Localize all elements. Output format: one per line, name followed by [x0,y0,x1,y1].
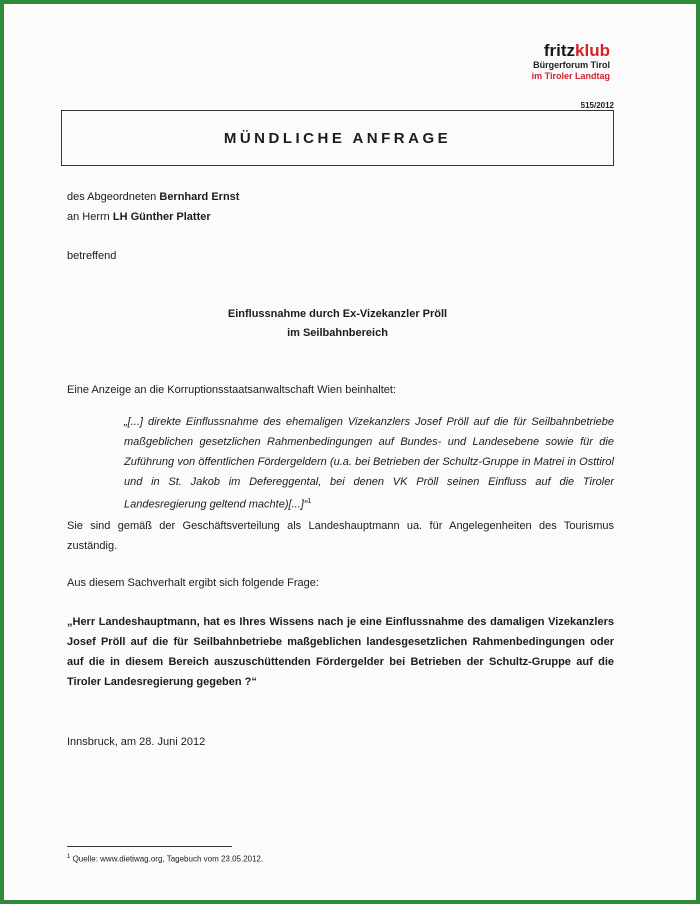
question-intro: Aus diesem Sachverhalt ergibt sich folgende Frage: [67,577,319,589]
addressee-from [67,190,239,204]
from-prefix: des Abgeordneten [67,191,157,203]
fritzklub-logo [532,42,610,82]
logo-fritz: fritz [543,41,576,60]
logo-wordmark [532,42,610,60]
document-page [4,4,696,900]
quote-text: „[...] direkte Einflussnahme des ehemaligen Vizekanzlers Josef Pröll auf die für Seilbahnbetriebe maßgeblichen gesetzlichen Rahmenbedingungen auf Bundes- und Landesebene sowie für die Zuführung von öffentlichen Fördergeldern (u.a. bei Betrieben der Schultz-Gruppe in Matrei in Osttirol und in St. Jakob im Defereggental, bei denen VK Pröll seinen Einfluss auf die Tiroler Landesregierung geltend machte)[...]“ [124,416,614,511]
footnote [67,852,263,865]
responsibility-text: Sie sind gemäß der Geschäftsverteilung als Landeshauptmann ua. für Angelegenheiten des Tourismus zuständig. [67,520,614,552]
place-date: Innsbruck, am 28. Juni 2012 [67,736,206,748]
logo-line-1: Bürgerforum Tirol [533,60,610,70]
to-name: LH Günther Platter [112,211,211,223]
document-number: 515/2012 [580,101,614,110]
intro-text: Eine Anzeige an die Korruptionsstaatsanwaltschaft Wien beinhaltet: [67,384,396,396]
subject-line-2: im Seilbahnbereich [287,327,388,339]
document-title: MÜNDLICHE ANFRAGE [223,129,452,147]
quote-block [124,412,614,515]
logo-klub: klub [575,41,610,60]
to-prefix: an Herrn [67,211,110,223]
footnote-number: 1 [67,854,71,860]
addressee-to [67,210,211,224]
footnote-reference: 1 [307,498,312,505]
question-text: „Herr Landeshauptmann, hat es Ihres Wissens nach je eine Einflussnahme des damaligen Vizekanzlers Josef Pröll auf die für Seilbahnbetriebe maßgeblichen landesgesetzlichen Rahmenbedingungen oder auf die in diesem Bereich auszuschüttenden Fördergelder bei Betrieben der Schultz-Gruppe auf die Tiroler Landesregierung gegeben ?“ [67,616,614,688]
subject-line-1: Einflussnahme durch Ex-Vizekanzler Pröll [227,308,448,320]
betreffend-label: betreffend [67,250,117,262]
footnote-divider [67,846,232,847]
from-name: Bernhard Ernst [159,191,240,203]
footnote-text: Quelle: www.dietiwag.org, Tagebuch vom 23.05.2012. [72,854,264,864]
logo-line-2: im Tiroler Landtag [531,71,610,81]
title-box [61,110,614,166]
